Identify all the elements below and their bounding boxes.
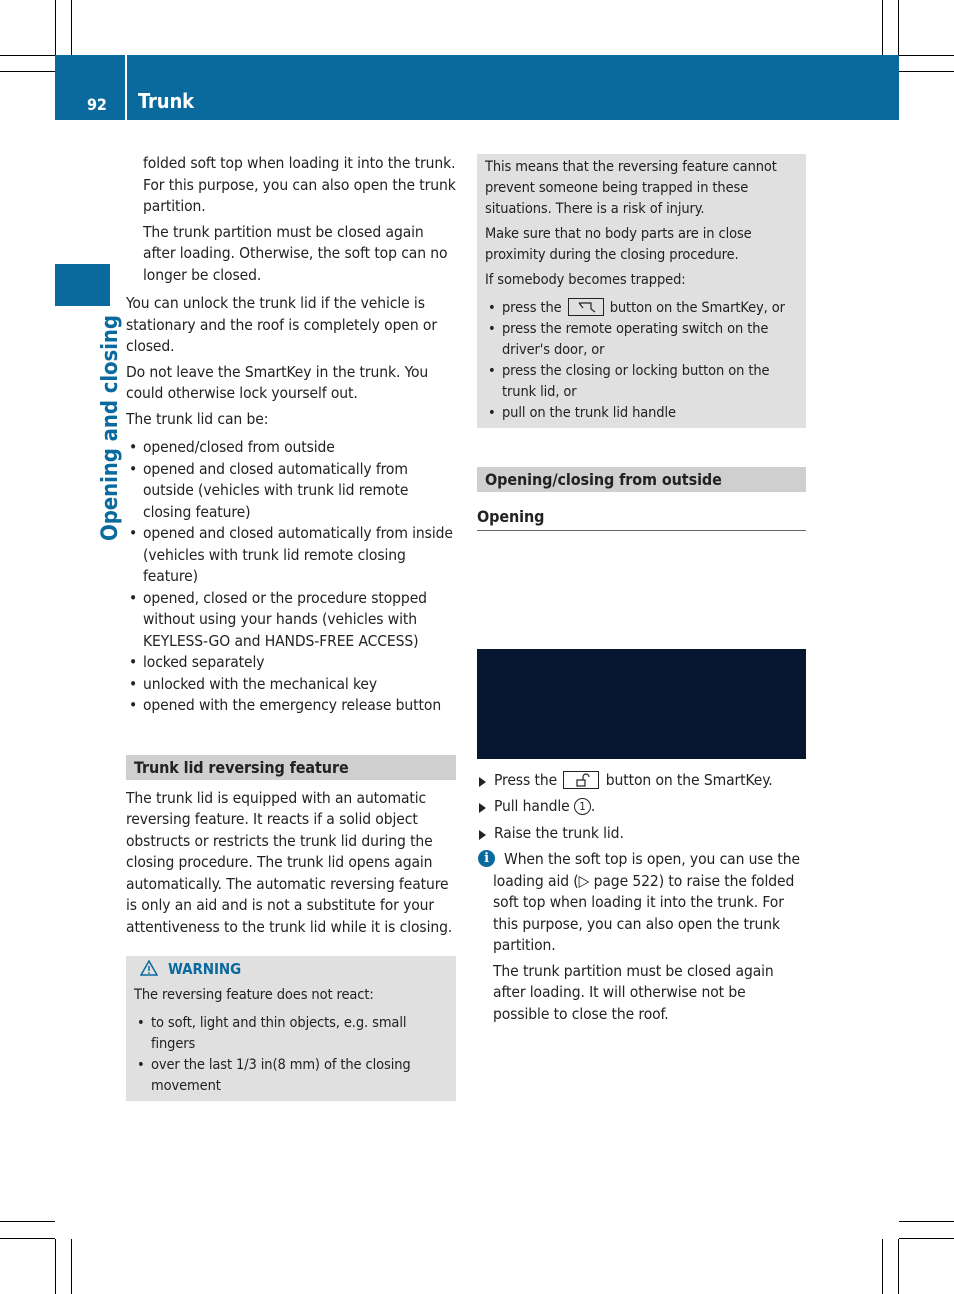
paragraph: The trunk lid can be: (126, 409, 269, 428)
side-tab-label: Opening and closing (98, 315, 123, 541)
warning-list (134, 1013, 448, 1097)
info-icon: i (478, 850, 495, 867)
crop-mark (0, 55, 55, 56)
crop-mark (0, 1238, 55, 1239)
paragraph: Make sure that no body parts are in close proximity during the closing procedure. (485, 226, 752, 263)
crop-mark (898, 0, 899, 55)
crop-mark (71, 1239, 72, 1294)
crop-mark (882, 1239, 883, 1294)
paragraph: You can unlock the trunk lid if the vehicle is stationary and the roof is completely open or closed. (126, 294, 437, 355)
crop-mark (71, 0, 72, 55)
warning-intro: The reversing feature does not react: (134, 987, 374, 1003)
page-header (55, 55, 899, 120)
trunk-key-icon (568, 298, 604, 316)
list-item: • to soft, light and thin objects, e.g. small fingers (134, 1013, 448, 1055)
crop-mark (899, 1221, 954, 1222)
warning-box (126, 956, 456, 1101)
warning-triangle-icon (140, 960, 158, 976)
continued-text: The trunk partition must be closed again after loading. Otherwise, the soft top can no longer be closed. (143, 222, 448, 284)
page-number: 92 (87, 95, 107, 114)
list-item: • press the remote operating switch on the driver's door, or (485, 319, 798, 361)
list-item: • opened with the emergency release button (126, 695, 456, 717)
right-column (477, 154, 806, 1025)
paragraph: If somebody becomes trapped: (485, 272, 686, 288)
crop-mark (55, 1239, 56, 1294)
crop-mark (898, 1239, 899, 1294)
list-item: • unlocked with the mechanical key (126, 674, 456, 696)
list-item: • opened/closed from outside (126, 437, 456, 459)
crop-mark (882, 0, 883, 55)
list-item: • press the button on the SmartKey, or (485, 298, 798, 319)
crop-mark (899, 71, 954, 72)
warning-title: WARNING (168, 960, 242, 978)
continued-text: folded soft top when loading it into the trunk. For this purpose, you can also open the trunk partition. (143, 154, 456, 215)
crop-mark (0, 71, 55, 72)
section-title: Trunk lid reversing feature (126, 755, 456, 780)
list-item: • over the last 1/3 in(8 mm) of the closing movement (134, 1055, 448, 1097)
warning-continued-box (477, 154, 806, 428)
list-item: • press the closing or locking button on the trunk lid, or (485, 361, 798, 403)
crop-mark (899, 55, 954, 56)
page-reference[interactable]: ▷ page 522 (578, 871, 659, 890)
illustration-spacer (477, 531, 806, 649)
step-arrow-icon (479, 777, 486, 787)
step-item: Pull handle 1 . (477, 796, 806, 818)
list-item: • pull on the trunk lid handle (485, 403, 798, 424)
chapter-title: Trunk (138, 89, 195, 113)
step-arrow-icon (479, 830, 486, 840)
section-text: The trunk lid is equipped with an automatic reversing feature. It reacts if a solid object obstructs or restricts the trunk lid during the closing procedure. The trunk lid opens again automatically. The automatic reversing feature is only an aid and is not a substitute for your attentiveness to the trunk lid while it is closing. (126, 788, 453, 936)
left-column (126, 153, 456, 1101)
paragraph: The trunk partition must be closed again after loading. It will otherwise not be possible to close the roof. (493, 961, 774, 1023)
step-item: Raise the trunk lid. (477, 823, 806, 845)
list-item: • opened and closed automatically from outside (vehicles with trunk lid remote closing feature) (126, 459, 456, 524)
trapped-actions-list (485, 298, 798, 424)
list-item: • opened and closed automatically from inside (vehicles with trunk lid remote closing feature) (126, 523, 456, 588)
crop-mark (899, 1238, 954, 1239)
crop-mark (55, 0, 56, 55)
side-tab-marker (55, 264, 110, 306)
info-note: i When the soft top is open, you can use the loading aid (▷ page 522) to raise the folded soft top when loading it into the trunk. For this purpose, you can also open the trunk partition. The trunk partition must be closed again after loading. It will otherwise not be possible to close the roof. (477, 849, 806, 1025)
list-item: • opened, closed or the procedure stopped without using your hands (vehicles with KEYLESS-GO and HANDS-FREE ACCESS) (126, 588, 456, 653)
section-title: Opening/closing from outside (477, 467, 806, 492)
unlock-key-icon (563, 771, 599, 789)
header-divider (125, 55, 127, 120)
paragraph: Do not leave the SmartKey in the trunk. You could otherwise lock yourself out. (126, 362, 429, 402)
list-item: • locked separately (126, 652, 456, 674)
step-arrow-icon (479, 803, 486, 813)
callout-number: 1 (574, 798, 591, 815)
subheading: Opening (477, 506, 806, 531)
trunk-options-list (126, 437, 456, 717)
step-item: Press the button on the SmartKey. (477, 770, 806, 792)
trunk-illustration (477, 649, 806, 759)
crop-mark (0, 1221, 55, 1222)
paragraph: This means that the reversing feature cannot prevent someone being trapped in these situations. There is a risk of injury. (485, 159, 777, 217)
opening-steps (477, 770, 806, 845)
